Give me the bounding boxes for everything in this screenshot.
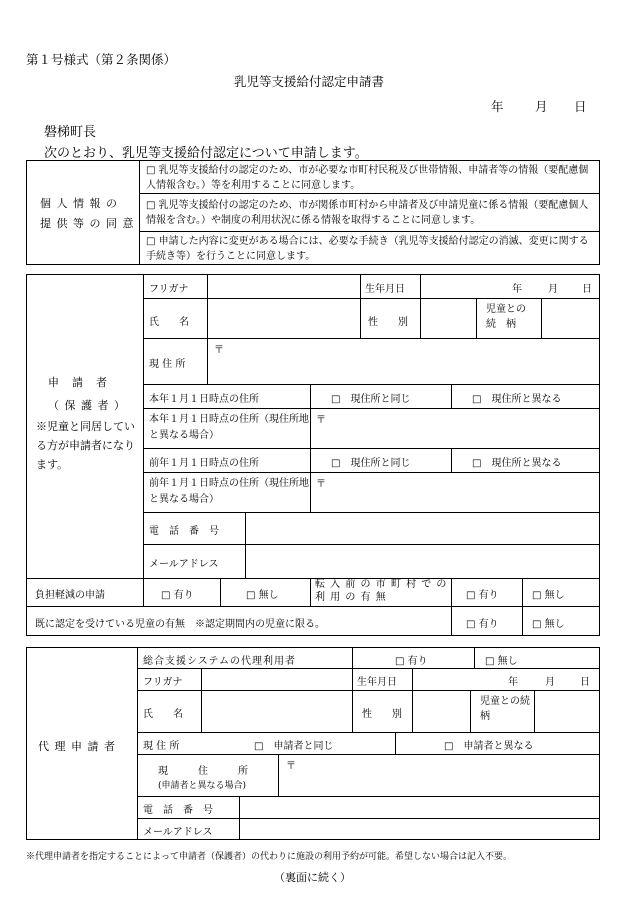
- this-year-same-checkbox[interactable]: □ 現住所と同じ: [331, 394, 411, 405]
- date-year-label: 年: [491, 99, 504, 114]
- burden-reduction-label: 負担軽減の申請: [35, 590, 105, 601]
- page-title: 乳児等支援給付認定申請書: [234, 74, 385, 89]
- date-month-label: 月: [535, 99, 548, 114]
- phone-label: 電 話 番 号: [149, 526, 219, 537]
- prev-year-same-checkbox[interactable]: □ 現住所と同じ: [331, 458, 411, 469]
- furigana-input[interactable]: [208, 275, 360, 297]
- proxy-phone-field[interactable]: [240, 797, 599, 817]
- proxy-address-label: 現 住 所: [143, 741, 180, 752]
- system-proxy-no-checkbox[interactable]: □ 無し: [485, 656, 518, 667]
- bd-day: 日: [582, 284, 592, 295]
- proxy-relation-label: 児童との続 柄: [480, 696, 540, 722]
- applicant-side-label: 申 請 者: [48, 376, 108, 389]
- proxy-furigana-label: フリガナ: [143, 677, 183, 688]
- proxy-side-label: 代 理 申 請 者: [38, 740, 116, 753]
- intro-text: 次のとおり、乳児等支援給付認定について申請します。: [44, 146, 368, 161]
- proxy-sex-label: 性 別: [362, 709, 402, 720]
- postal-mark: 〒: [214, 345, 224, 356]
- consent-label-1: 個 人 情 報 の: [40, 197, 118, 210]
- certified-yes-checkbox[interactable]: □ 有り: [466, 619, 499, 630]
- proxy-diff-checkbox[interactable]: □ 申請者と異なる: [444, 741, 534, 752]
- proxy-same-checkbox[interactable]: □ 申請者と同じ: [254, 741, 334, 752]
- relation-label: 児童との続 柄: [486, 304, 526, 330]
- system-proxy-label: 総合支援システムの代理利用者: [143, 656, 296, 667]
- furigana-field[interactable]: [208, 299, 360, 337]
- prev-year-diff-checkbox[interactable]: □ 現住所と異なる: [472, 458, 562, 469]
- certified-children-label: 既に認定を受けている児童の有無 ※認定期間内の児童に限る。: [35, 619, 325, 630]
- jan1-prev-year-diff-label: 前年１月１日時点の住所（現住所地と異なる場合）: [149, 478, 309, 505]
- addressee: 磐梯町長: [44, 125, 97, 140]
- proxy-birthdate-label: 生年月日: [357, 677, 397, 688]
- form-number: 第１号様式（第２条関係）: [26, 52, 177, 67]
- proxy-bd-day: 日: [580, 677, 590, 688]
- burden-yes-checkbox[interactable]: □ 有り: [161, 590, 194, 601]
- proxy-current-address-note: (申請者と異なる場合): [158, 781, 247, 791]
- consent-item[interactable]: □ 乳児等支援給付の認定のため、市が必要な市町村民税及び世帯情報、申請者等の情報（要配慮個人情報含む。）等を利用することに同意します。: [146, 165, 589, 191]
- furigana-label: フリガナ: [149, 284, 189, 295]
- jan1-this-year-diff-label: 本年１月１日時点の住所（現住所地と異なる場合）: [149, 414, 309, 441]
- jan1-prev-year-label: 前年１月１日時点の住所: [149, 458, 259, 469]
- proxy-bd-month: 月: [545, 677, 555, 688]
- consent-item[interactable]: □ 申請した内容に変更がある場合には、必要な手続き（乳児等支援給付認定の消滅、変更に関する手続き等）を行うことに同意します。: [146, 236, 589, 262]
- proxy-name-label: 氏 名: [143, 709, 183, 720]
- prev-muni-no-checkbox[interactable]: □ 無し: [532, 590, 565, 601]
- proxy-bd-year: 年: [508, 677, 518, 688]
- bd-month: 月: [548, 284, 558, 295]
- continued-on-back: （裏面に続く）: [274, 871, 351, 884]
- birthdate-label: 生年月日: [365, 284, 405, 295]
- certified-no-checkbox[interactable]: □ 無し: [532, 619, 565, 630]
- sex-label: 性 別: [368, 317, 408, 328]
- consent-item[interactable]: □ 乳児等支援給付の認定のため、市が関係市町村から申請者及び申請児童に係る情報（要配慮個人情報を含む。）や制度の利用状況に係る情報を取得することに同意します。: [146, 200, 589, 226]
- address-label: 現 住 所: [149, 359, 186, 370]
- postal-mark: 〒: [286, 761, 296, 772]
- applicant-side-label-2: （ 保 護 者 ）: [48, 399, 126, 412]
- email-field[interactable]: [246, 545, 599, 577]
- jan1-this-year-label: 本年１月１日時点の住所: [149, 394, 259, 405]
- applicant-note: ※児童と同居している方が申請者になります。: [36, 420, 135, 471]
- prev-muni-yes-checkbox[interactable]: □ 有り: [466, 590, 499, 601]
- burden-no-checkbox[interactable]: □ 無し: [246, 590, 279, 601]
- postal-mark: 〒: [316, 415, 326, 426]
- proxy-current-address-label: 現 住 所: [158, 766, 248, 777]
- prev-municipality-label: 転 入 前 の 市 町 村 で の 利 用 の 有 無: [315, 579, 448, 603]
- consent-label-2: 提 供 等 の 同 意: [40, 217, 135, 230]
- footer-note: ※代理申請者を指定することによって申請者（保護者）の代わりに施設の利用予約が可能。希望しない場合は記入不要。: [26, 852, 513, 862]
- email-label: メールアドレス: [149, 559, 219, 570]
- phone-field[interactable]: [246, 513, 599, 543]
- bd-year: 年: [512, 284, 522, 295]
- name-label: 氏 名: [149, 317, 189, 328]
- proxy-email-field[interactable]: [240, 819, 599, 839]
- proxy-phone-label: 電 話 番 号: [143, 805, 213, 816]
- postal-mark: 〒: [316, 479, 326, 490]
- system-proxy-yes-checkbox[interactable]: □ 有り: [395, 656, 428, 667]
- proxy-email-label: メールアドレス: [143, 827, 213, 838]
- date-day-label: 日: [574, 99, 587, 114]
- this-year-diff-checkbox[interactable]: □ 現住所と異なる: [472, 394, 562, 405]
